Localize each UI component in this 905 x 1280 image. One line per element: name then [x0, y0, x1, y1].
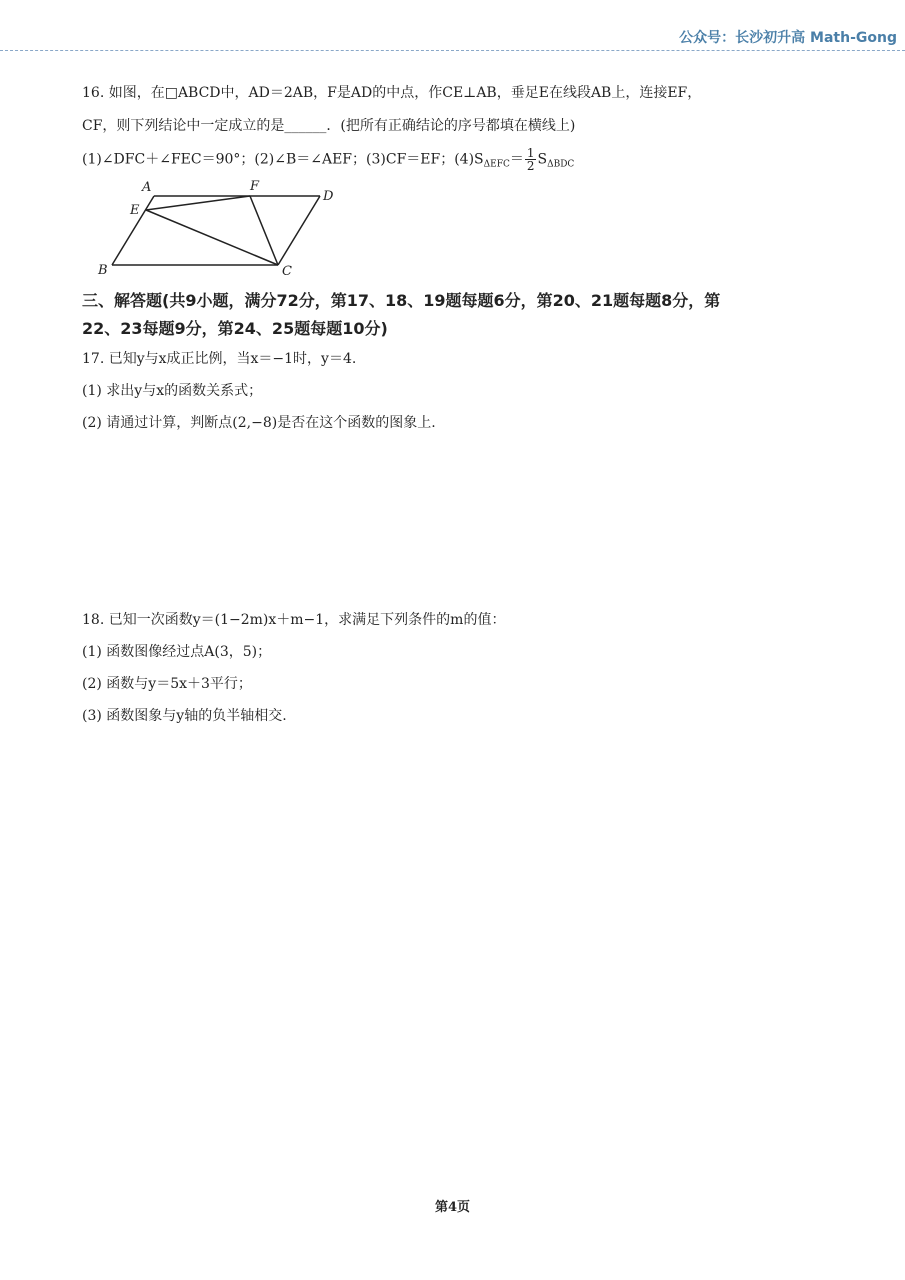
q16-line2: CF，则下列结论中一定成立的是______．(把所有正确结论的序号都填在横线上) [82, 118, 576, 134]
q17-part1: (1) 求出y与x的函数关系式； [82, 383, 263, 399]
segment-ec [146, 210, 278, 265]
label-b: B [98, 263, 108, 276]
q18-part3: (3) 函数图象与y轴的负半轴相交. [82, 708, 287, 724]
page-number: 第4页 [434, 1200, 471, 1215]
q18-part1: (1) 函数图像经过点A(3，5)； [82, 644, 272, 660]
header-brand: 公众号：长沙初升高 Math-Gong [679, 30, 897, 46]
label-d: D [323, 189, 334, 204]
label-c: C [282, 264, 292, 276]
q16-sub-bdc: ΔBDC [547, 159, 575, 170]
q16-options-text: (1)∠DFC＋∠FEC＝90°；(2)∠B＝∠AEF；(3)CF＝EF；(4)S [82, 151, 484, 168]
label-a: A [142, 180, 152, 195]
q18-stem: 18. 已知一次函数y＝(1−2m)x＋m−1，求满足下列条件的m的值： [82, 612, 506, 628]
fraction-denominator: 2 [526, 159, 535, 173]
parallelogram-figure [90, 176, 350, 276]
fraction-numerator: 1 [526, 146, 535, 160]
q16-fraction [525, 147, 537, 172]
section-heading-line1: 三、解答题(共9小题，满分72分，第17、18、19题每题6分，第20、21题每题8分，第 [82, 291, 721, 310]
section-heading-line2: 22、23每题9分，第24、25题每题10分) [82, 319, 388, 338]
q16-line1: 16. 如图，在□ABCD中，AD＝2AB，F是AD的中点，作CE⊥AB，垂足E在线段AB上，连接EF， [82, 85, 702, 101]
segment-ef [146, 196, 250, 210]
q16-s: S [537, 151, 548, 168]
q16-sub-efc: ΔEFC [483, 159, 510, 170]
segment-dc [278, 196, 320, 265]
label-e: E [130, 203, 140, 218]
label-f: F [250, 179, 260, 194]
header-divider [0, 50, 905, 51]
q17-part2: (2) 请通过计算，判断点(2,−8)是否在这个函数的图象上. [82, 415, 436, 431]
q16-options [82, 147, 574, 172]
q18-part2: (2) 函数与y＝5x＋3平行； [82, 676, 252, 692]
q17-stem: 17. 已知y与x成正比例，当x＝−1时，y＝4. [82, 351, 357, 367]
q16-equals: ＝ [509, 151, 524, 168]
